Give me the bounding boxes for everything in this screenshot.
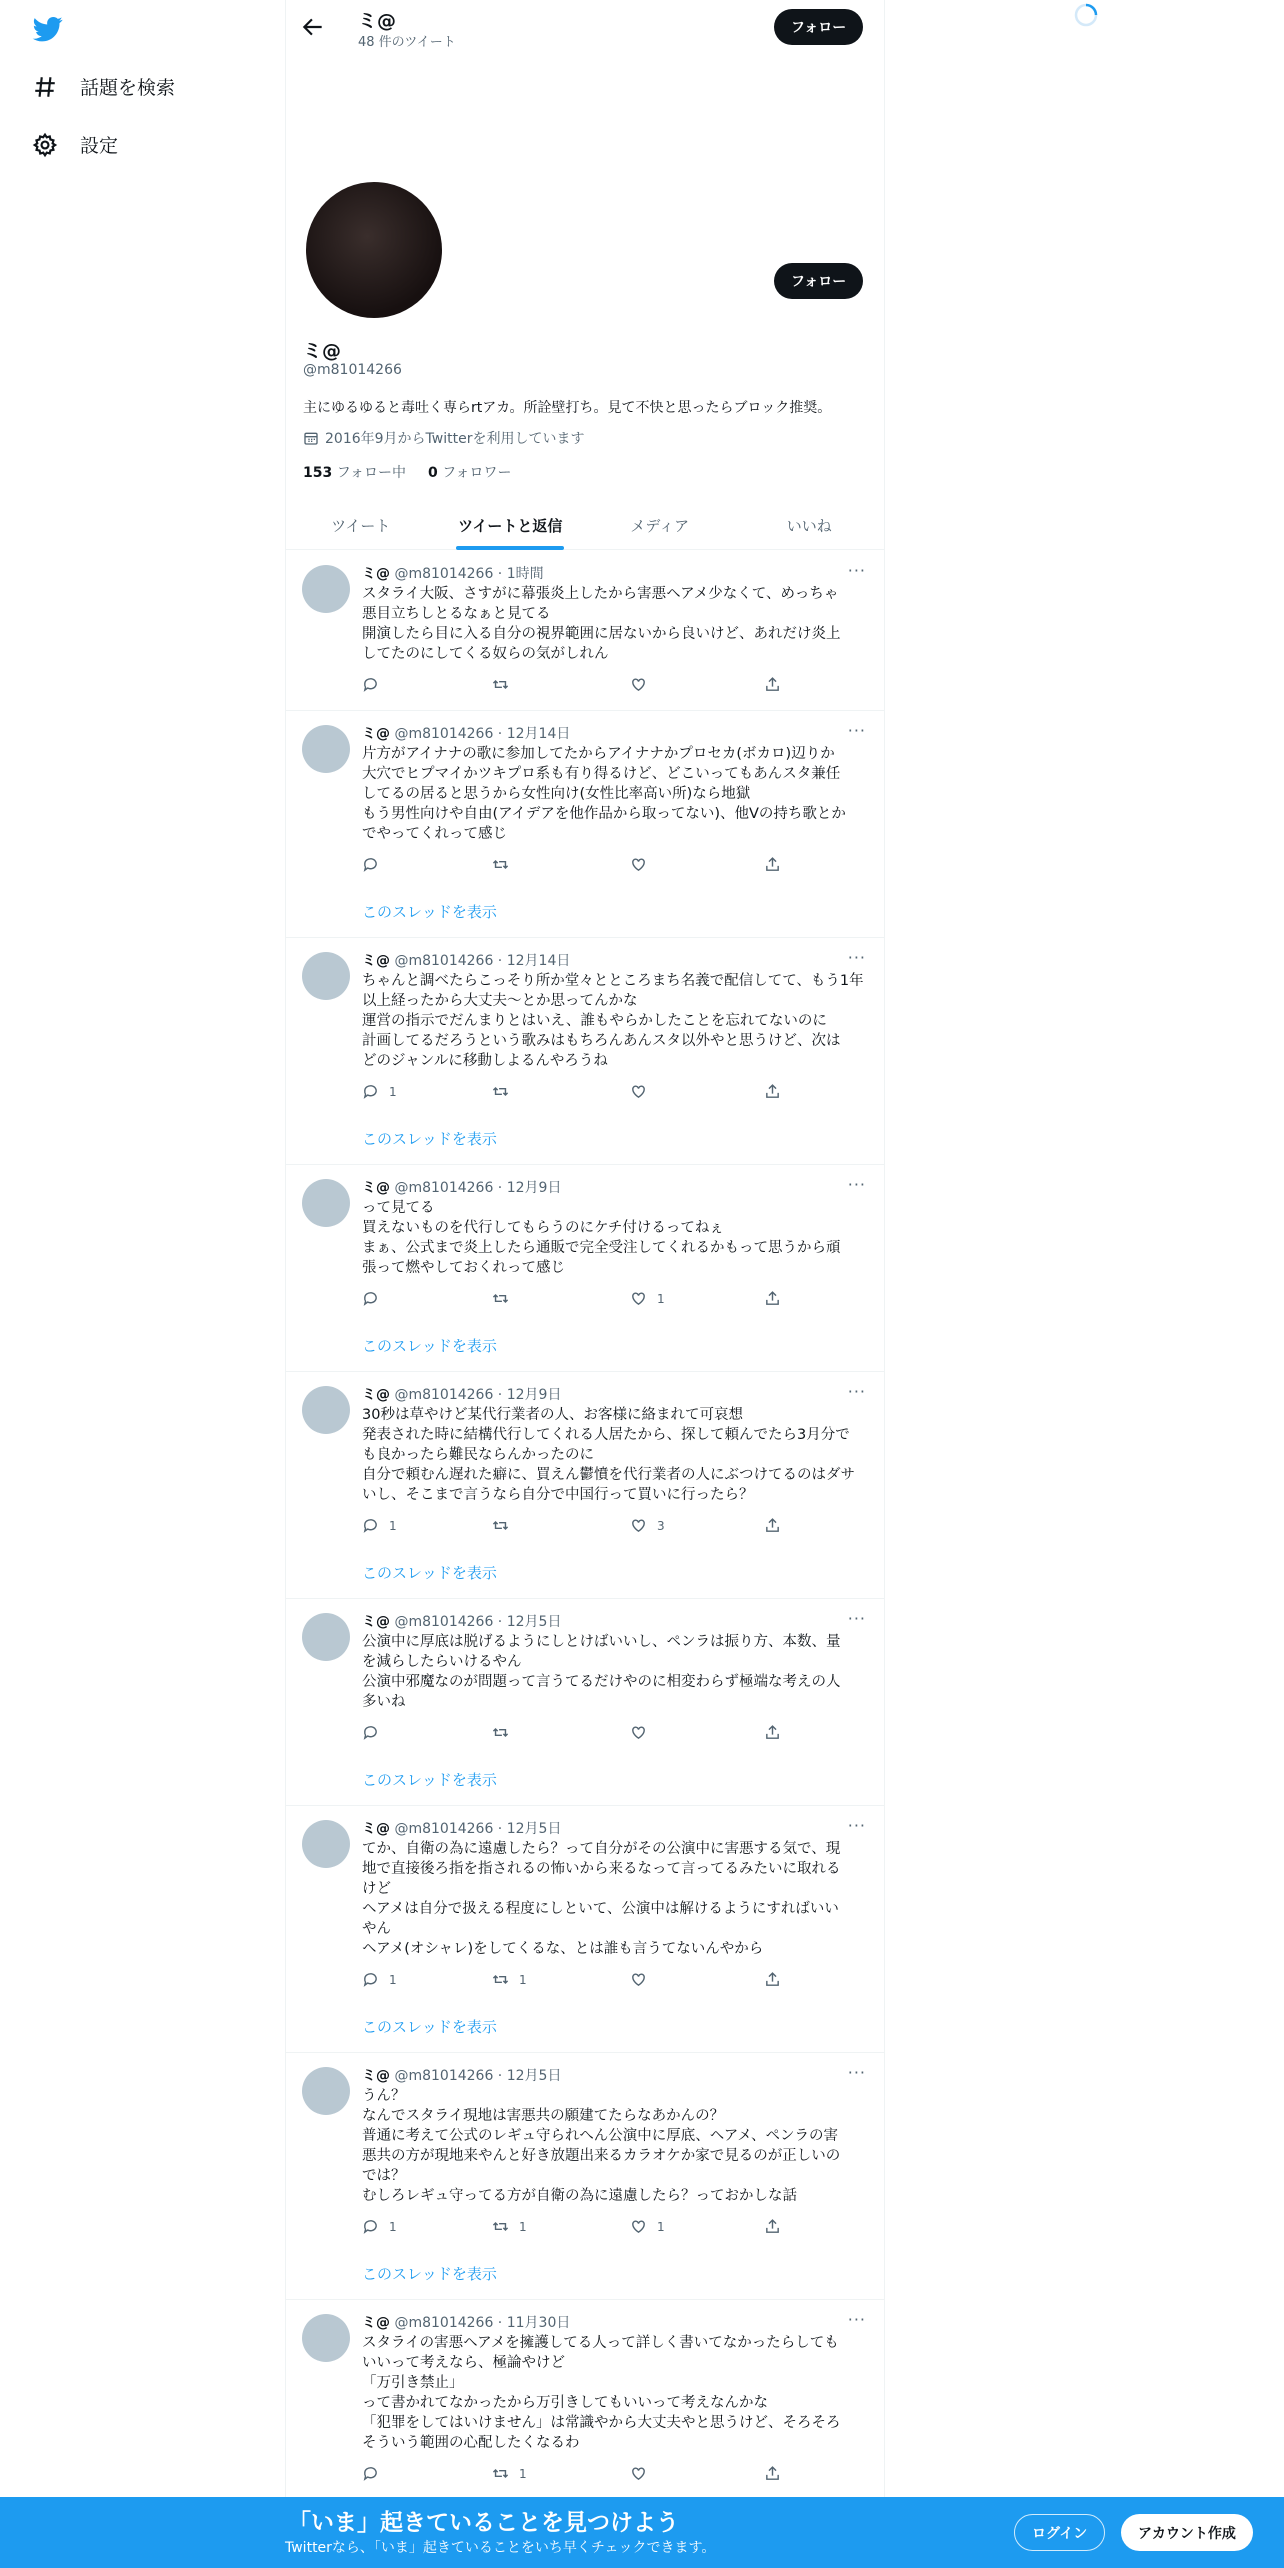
tweet-author-handle[interactable]: @m81014266 [394, 1614, 494, 1630]
sidebar-item-label: 話題を検索 [80, 77, 176, 99]
profile-handle: @m81014266 [303, 362, 402, 378]
retweet-button[interactable] [492, 856, 519, 873]
followers-link[interactable] [428, 462, 512, 482]
tweet-time[interactable]: 12月5日 [506, 1821, 562, 1837]
main-column [285, 0, 885, 2568]
gear-icon [32, 132, 58, 158]
tweet[interactable] [286, 711, 884, 938]
show-thread-link[interactable]: このスレッドを表示 [362, 2018, 497, 2036]
followers-count: 0 [428, 465, 438, 481]
reply-icon [362, 1083, 379, 1100]
retweet-icon [492, 2465, 509, 2482]
tweet-actions [362, 2465, 782, 2485]
reply-icon [362, 2465, 379, 2482]
tweet-actions [362, 1083, 782, 1103]
reply-button[interactable] [362, 1517, 397, 1534]
tweet-text-line: 計画してるだろうという歌みはもちろんあんスタ以外やと思うけど、次は [362, 1033, 841, 1049]
tweet-separator: · [493, 2068, 507, 2084]
tweet-time[interactable]: 11月30日 [506, 2315, 571, 2331]
tweet-text-line: 張って燃やしておくれって感じ [362, 1260, 565, 1276]
retweet-icon [492, 1083, 509, 1100]
header-name: ミ@ [358, 10, 397, 32]
share-button[interactable] [764, 1724, 781, 1741]
tweet-header [362, 1611, 561, 1631]
tweet-text-line: うん？ [362, 2088, 406, 2104]
tweet-text-line: 「万引き禁止」 [362, 2375, 464, 2391]
share-button[interactable] [764, 1083, 781, 1100]
tweet-author-name[interactable]: ミ@ [362, 953, 390, 969]
more-options-icon[interactable]: ··· [847, 948, 866, 967]
tweet-text-line: 地で直接後ろ指を指されるの怖いから来るなって言ってるみたいに取れる [362, 1861, 841, 1877]
tweet-text-line: してるの居ると思うから女性向け(女性比率高い所)なら地獄 [362, 786, 751, 802]
reply-count: 1 [389, 1518, 397, 1533]
reply-icon [362, 856, 379, 873]
tab-tweets-and-replies[interactable]: ツイートと返信 [436, 502, 586, 549]
tweet-author-name[interactable]: ミ@ [362, 566, 390, 582]
tweet-time[interactable]: 12月9日 [506, 1180, 562, 1196]
tweet-actions [362, 1971, 782, 1991]
tweet-text-line: けど [362, 1881, 391, 1897]
following-link[interactable] [303, 462, 406, 482]
tweet[interactable] [286, 2300, 884, 2510]
like-icon [630, 1290, 647, 1307]
reply-button[interactable] [362, 1971, 397, 1988]
retweet-icon [492, 1724, 509, 1741]
signup-button[interactable]: アカウント作成 [1121, 2514, 1253, 2551]
tweet-avatar[interactable] [302, 952, 350, 1000]
sidebar-item-explore[interactable] [32, 73, 175, 100]
calendar-icon [303, 430, 319, 446]
like-button[interactable] [630, 1517, 665, 1534]
more-options-icon[interactable]: ··· [847, 2310, 866, 2329]
retweet-button[interactable] [492, 1971, 527, 1988]
tweet-header [362, 1177, 561, 1197]
reply-icon [362, 1971, 379, 1988]
like-icon [630, 1971, 647, 1988]
hashtag-icon [32, 74, 58, 100]
tweet-actions [362, 2218, 782, 2238]
share-icon [764, 856, 781, 873]
tweet[interactable] [286, 938, 884, 1165]
share-icon [764, 1971, 781, 1988]
login-button[interactable]: ログイン [1014, 2514, 1105, 2551]
tweet[interactable] [286, 551, 884, 711]
like-button[interactable] [630, 2465, 657, 2482]
header-tweet-count: 48 件のツイート [358, 35, 456, 50]
tweet-actions [362, 1517, 782, 1537]
reply-button[interactable] [362, 676, 389, 693]
tweet-text-line: まぁ、公式まで炎上したら通販で完全受注してくれるかもって思うから頑 [362, 1240, 841, 1256]
tweet[interactable] [286, 1806, 884, 2053]
tweet-separator: · [493, 726, 507, 742]
profile-avatar[interactable] [306, 182, 442, 318]
tweet[interactable] [286, 1599, 884, 1806]
retweet-icon [492, 676, 509, 693]
tweet-header [362, 1384, 561, 1404]
share-button[interactable] [764, 2465, 781, 2482]
profile-bio: 主にゆるゆると毒吐く専らrtアカ。所詮壁打ち。見て不快と思ったらブロック推奨。 [303, 400, 832, 416]
retweet-button[interactable] [492, 1083, 519, 1100]
signup-banner [0, 2497, 1284, 2568]
retweet-button[interactable] [492, 1517, 519, 1534]
tweet-text-line: ヘアメ(オシャレ)をしてくるな、とは誰も言うてないんやから [362, 1941, 764, 1957]
tweet-separator: · [493, 1387, 507, 1403]
tweet-author-name[interactable]: ミ@ [362, 726, 390, 742]
tweet-text-line: 公演中邪魔なのが問題って言うてるだけやのに相変わらず極端な考えの人 [362, 1674, 841, 1690]
tweet-header [362, 1818, 561, 1838]
tweet-author-name[interactable]: ミ@ [362, 1180, 390, 1196]
retweet-count: 1 [519, 2219, 527, 2234]
tweet-actions [362, 856, 782, 876]
profile-tabs [286, 502, 884, 550]
profile-joined-text: 2016年9月からTwitterを利用しています [325, 431, 585, 447]
retweet-button[interactable] [492, 2465, 527, 2482]
tweet-avatar[interactable] [302, 2067, 350, 2115]
like-icon [630, 676, 647, 693]
like-button[interactable] [630, 676, 657, 693]
retweet-icon [492, 2218, 509, 2235]
retweet-button[interactable] [492, 1290, 519, 1307]
tweet-author-handle[interactable]: @m81014266 [394, 1821, 494, 1837]
profile-name: ミ@ [303, 340, 342, 362]
tweet-header [362, 950, 570, 970]
tweet-separator: · [493, 566, 507, 582]
retweet-button[interactable] [492, 676, 519, 693]
tweet[interactable] [286, 1372, 884, 1599]
tweet-text-line: 以上経ったから大丈夫〜とか思ってんかな [362, 993, 638, 1009]
tweet-avatar[interactable] [302, 1386, 350, 1434]
like-icon [630, 2218, 647, 2235]
share-button[interactable] [764, 1290, 781, 1307]
share-button[interactable] [764, 1517, 781, 1534]
tweet-text-line: 悪共の方が現地来やんと好き放題出来るカラオケか家で見るのが正しいの [362, 2148, 841, 2164]
tweet-author-name[interactable]: ミ@ [362, 2315, 390, 2331]
retweet-icon [492, 856, 509, 873]
tweet-text-line: 片方がアイナナの歌に参加してたからアイナナかプロセカ(ボカロ)辺りか [362, 746, 835, 762]
reply-icon [362, 1290, 379, 1307]
banner-subtitle: Twitterなら、「いま」起きていることをいち早くチェックできます。 [285, 2540, 716, 2556]
following-label: フォロー中 [336, 465, 406, 481]
follow-button[interactable]: フォロー [774, 263, 863, 299]
tweet-separator: · [493, 1821, 507, 1837]
retweet-button[interactable] [492, 1724, 519, 1741]
profile-joined [303, 428, 584, 448]
share-icon [764, 2465, 781, 2482]
show-thread-link[interactable]: このスレッドを表示 [362, 2265, 497, 2283]
followers-label: フォロワー [442, 465, 512, 481]
following-count: 153 [303, 465, 333, 481]
reply-count: 1 [389, 2219, 397, 2234]
tweet-author-handle[interactable]: @m81014266 [394, 1387, 494, 1403]
reply-icon [362, 2218, 379, 2235]
tweet-author-handle[interactable]: @m81014266 [394, 953, 494, 969]
tweet-header [362, 563, 544, 583]
tweet-text-line: でやってくれって感じ [362, 826, 507, 842]
tweet-text [362, 1632, 872, 1712]
tweet-text-line: では？ [362, 2168, 406, 2184]
tweet-text-line: いいって考えなら、極論やけど [362, 2355, 565, 2371]
back-arrow-icon[interactable] [300, 14, 326, 40]
tweet-text-line: スタライ大阪、さすがに幕張炎上したから害悪ヘアメ少なくて、めっちゃ [362, 586, 839, 602]
tweet-author-handle[interactable]: @m81014266 [394, 2315, 494, 2331]
tweet-text-line: スタライの害悪ヘアメを擁護してる人って詳しく書いてなかったらしても [362, 2335, 839, 2351]
header-follow-button[interactable]: フォロー [774, 9, 863, 45]
tweet-separator: · [493, 1180, 507, 1196]
more-options-icon[interactable]: ··· [847, 561, 866, 580]
retweet-count: 1 [519, 2466, 527, 2481]
tweet-text-line: も良かったら難民ならんかったのに [362, 1447, 594, 1463]
tweet-actions [362, 1290, 782, 1310]
more-options-icon[interactable]: ··· [847, 721, 866, 740]
tweet-avatar[interactable] [302, 1179, 350, 1227]
like-icon [630, 1083, 647, 1100]
tweet-author-handle[interactable]: @m81014266 [394, 726, 494, 742]
tweet-text-line: むしろレギュ守ってる方が自衛の為に遠慮したら？っておかしな話 [362, 2188, 797, 2204]
show-thread-link[interactable]: このスレッドを表示 [362, 1337, 497, 1355]
tweet-author-handle[interactable]: @m81014266 [394, 566, 494, 582]
like-icon [630, 2465, 647, 2482]
reply-button[interactable] [362, 2218, 397, 2235]
retweet-count: 1 [519, 1972, 527, 1987]
left-sidebar [0, 0, 285, 2568]
tweet-text-line: 悪目立ちしとるなぁと見てる [362, 606, 551, 622]
tweet-text-line: 大穴でヒプマイかツキプロ系も有り得るけど、どこいってもあんスタ兼任 [362, 766, 841, 782]
like-icon [630, 856, 647, 873]
like-button[interactable] [630, 1290, 665, 1307]
tweet-author-name[interactable]: ミ@ [362, 1387, 390, 1403]
share-button[interactable] [764, 856, 781, 873]
more-options-icon[interactable]: ··· [847, 1382, 866, 1401]
tweet-text-line: てか、自衛の為に遠慮したら？って自分がその公演中に害悪する気で、現 [362, 1841, 841, 1857]
reply-count: 1 [389, 1972, 397, 1987]
like-button[interactable] [630, 856, 657, 873]
tab-media[interactable]: メディア [630, 517, 690, 535]
reply-button[interactable] [362, 1290, 389, 1307]
show-thread-link[interactable]: このスレッドを表示 [362, 903, 497, 921]
tweet-text-line: やん [362, 1921, 391, 1937]
tweet-avatar[interactable] [302, 1820, 350, 1868]
like-count: 1 [657, 1291, 665, 1306]
tweet-text-line: って見てる [362, 1200, 435, 1216]
tweet-text-line: 多いね [362, 1694, 406, 1710]
tweet-text-line: 買えないものを代行してもらうのにケチ付けるってねぇ [362, 1220, 724, 1236]
show-thread-link[interactable]: このスレッドを表示 [362, 1771, 497, 1789]
like-button[interactable] [630, 1971, 657, 1988]
loading-spinner-icon [1073, 2, 1099, 28]
tweet-time[interactable]: 12月14日 [506, 726, 571, 742]
tweet-avatar[interactable] [302, 2314, 350, 2362]
profile-follow-stats [303, 462, 512, 482]
share-button[interactable] [764, 2218, 781, 2235]
share-icon [764, 676, 781, 693]
tweet-text-line: 運営の指示でだんまりとはいえ、誰もやらかしたことを忘れてないのに [362, 1013, 827, 1029]
reply-count: 1 [389, 1084, 397, 1099]
retweet-button[interactable] [492, 2218, 527, 2235]
share-icon [764, 1083, 781, 1100]
share-button[interactable] [764, 676, 781, 693]
reply-icon [362, 676, 379, 693]
tweet-text-line: 発表された時に結構代行してくれる人居たから、探して頼んでたら3月分で [362, 1427, 850, 1443]
reply-button[interactable] [362, 1083, 397, 1100]
tab-likes[interactable]: いいね [786, 517, 832, 535]
retweet-icon [492, 1290, 509, 1307]
sidebar-item-settings[interactable] [32, 131, 118, 158]
tweet-text-line: って書かれてなかったから万引きしてもいいって考えなんかな [362, 2395, 768, 2411]
show-thread-link[interactable]: このスレッドを表示 [362, 1130, 497, 1148]
tweet-separator: · [493, 953, 507, 969]
share-button[interactable] [764, 1971, 781, 1988]
tweet-avatar[interactable] [302, 1613, 350, 1661]
reply-icon [362, 1517, 379, 1534]
more-options-icon[interactable]: ··· [847, 1175, 866, 1194]
tweet-separator: · [493, 2315, 507, 2331]
like-icon [630, 1517, 647, 1534]
tweet-text [362, 1839, 872, 1959]
tweet-text [362, 744, 872, 844]
tweet[interactable] [286, 2053, 884, 2300]
share-icon [764, 2218, 781, 2235]
more-options-icon[interactable]: ··· [847, 2063, 866, 2082]
tweet-text-line: どのジャンルに移動しよるんやろうね [362, 1053, 608, 1069]
tweet-author-name[interactable]: ミ@ [362, 1614, 390, 1630]
tweet-time[interactable]: 12月9日 [506, 1387, 562, 1403]
like-icon [630, 1724, 647, 1741]
tweet-text [362, 2086, 872, 2206]
more-options-icon[interactable]: ··· [847, 1609, 866, 1628]
tweet-text [362, 971, 872, 1071]
like-count: 3 [657, 1518, 665, 1533]
tweet-author-handle[interactable]: @m81014266 [394, 1180, 494, 1196]
reply-icon [362, 1724, 379, 1741]
profile-header [286, 0, 884, 54]
show-thread-link[interactable]: このスレッドを表示 [362, 1564, 497, 1582]
tweet-time[interactable]: 12月5日 [506, 1614, 562, 1630]
like-count: 1 [657, 2219, 665, 2234]
twitter-logo-icon[interactable] [30, 14, 66, 44]
retweet-icon [492, 1517, 509, 1534]
tweet-avatar[interactable] [302, 565, 350, 613]
tweet-text-line: そういう範囲の心配したくなるわ [362, 2435, 580, 2451]
tweet-time[interactable]: 12月14日 [506, 953, 571, 969]
tweet-header [362, 2065, 561, 2085]
tweet-separator: · [493, 1614, 507, 1630]
share-icon [764, 1724, 781, 1741]
tweet-text-line: 普通に考えて公式のレギュ守られへん公演中に厚底、ヘアメ、ペンラの害 [362, 2128, 839, 2144]
tweet-text-line: ヘアメは自分で扱える程度にしといて、公演中は解けるようにすればいい [362, 1901, 839, 1917]
tweet-text-line: してたのにしてくる奴らの気がしれん [362, 646, 609, 662]
reply-button[interactable] [362, 1724, 389, 1741]
tweet-text-line: もう男性向けや自由(アイデアを他作品から取ってない)、他Vの持ち歌とか [362, 806, 846, 822]
sidebar-item-label: 設定 [80, 135, 119, 157]
tweet-actions [362, 1724, 782, 1744]
share-icon [764, 1517, 781, 1534]
tab-tweets[interactable]: ツイート [331, 517, 391, 535]
like-button[interactable] [630, 1083, 657, 1100]
tweet-text-line: 公演中に厚底は脱げるようにしとけばいいし、ペンラは振り方、本数、量 [362, 1634, 841, 1650]
tweet-text-line: ちゃんと調べたらこっそり所か堂々とところまち名義で配信してて、もう1年 [362, 973, 864, 989]
retweet-icon [492, 1971, 509, 1988]
tweet-text-line: 開演したら目に入る自分の視界範囲に居ないから良いけど、あれだけ炎上 [362, 626, 841, 642]
share-icon [764, 1290, 781, 1307]
tweet[interactable] [286, 1165, 884, 1372]
tweet-author-handle[interactable]: @m81014266 [394, 2068, 494, 2084]
tweet-author-name[interactable]: ミ@ [362, 1821, 390, 1837]
tweet-text-line: 30秒は草やけど某代行業者の人、お客様に絡まれて可哀想 [362, 1407, 743, 1423]
banner-title: 「いま」起きていることを見つけよう [288, 2510, 679, 2536]
tweet-header [362, 2312, 570, 2332]
tweet-header [362, 723, 570, 743]
tweet-actions [362, 676, 782, 696]
tweet-text [362, 2333, 872, 2453]
tweet-text-line: を減らしたらいけるやん [362, 1654, 522, 1670]
tweet-text-line: なんでスタライ現地は害悪共の願建てたらなあかんの？ [362, 2108, 725, 2124]
like-button[interactable] [630, 1724, 657, 1741]
tweet-text-line: 自分で頼むん遅れた癖に、買えん鬱憤を代行業者の人にぶつけてるのはダサ [362, 1467, 855, 1483]
tweet-time[interactable]: 1時間 [506, 566, 544, 582]
tweet-text-line: いし、そこまで言うなら自分で中国行って買いに行ったら？ [362, 1487, 754, 1503]
reply-button[interactable] [362, 856, 389, 873]
like-button[interactable] [630, 2218, 665, 2235]
tweet-text [362, 1198, 872, 1278]
tweet-author-name[interactable]: ミ@ [362, 2068, 390, 2084]
tweet-avatar[interactable] [302, 725, 350, 773]
reply-button[interactable] [362, 2465, 389, 2482]
tweet-text [362, 584, 872, 664]
more-options-icon[interactable]: ··· [847, 1816, 866, 1835]
tweet-time[interactable]: 12月5日 [506, 2068, 562, 2084]
tweet-text-line: 「犯罪をしてはいけません」は常識やから大丈夫やと思うけど、そろそろ [362, 2415, 841, 2431]
tweet-text [362, 1405, 872, 1505]
